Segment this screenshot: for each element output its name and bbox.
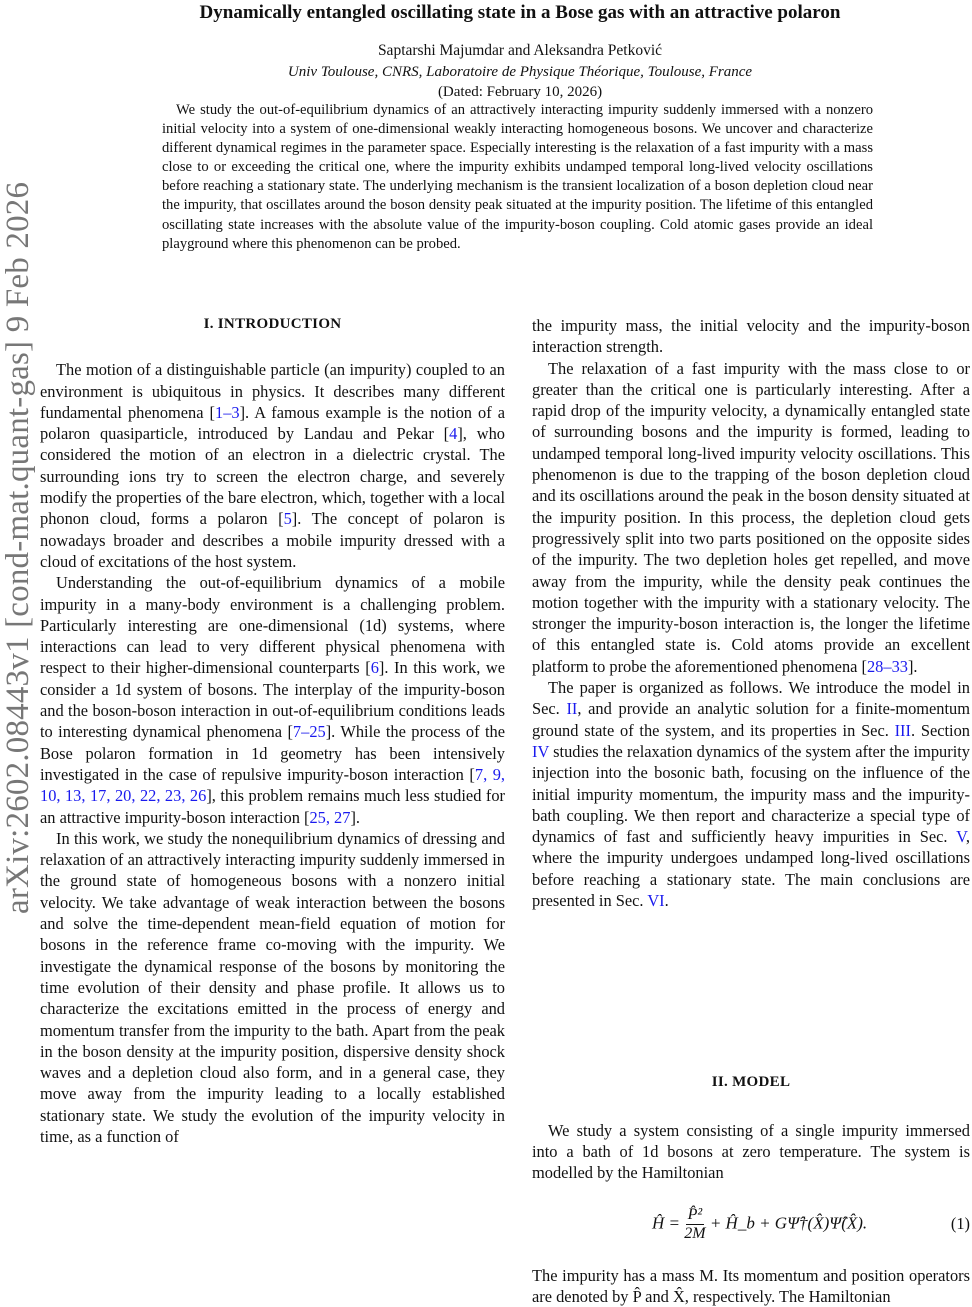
citation-link[interactable]: II [566,699,577,718]
paragraph-text: ]. A famous example is the notion of a polaron quasiparticle, introduced by Landau and Pekar [ [40,403,505,443]
equation-fraction [684,1206,705,1243]
date-line: (Dated: February 10, 2026) [0,84,972,101]
citation-link[interactable]: 5 [284,509,292,528]
citation-link[interactable]: VI [647,891,664,910]
introduction-body [40,359,505,1147]
equation-rhs: + Ĥ_b + GΨ̂†(X̂)Ψ̂(X̂). [710,1213,867,1232]
model-body-continued [532,1265,970,1307]
paragraph [40,359,505,572]
paragraph-text: studies the relaxation dynamics of the system after the impurity injection into the bosonic bath, focusing on the influence of the initial impurity momentum, the impurity mass and the impurity-bath coupling. We then report and characterize a special type of dynamics of fast and sufficiently heavy impurities in Sec. [532,742,970,846]
arxiv-stamp: arXiv:2602.08443v1 [cond-mat.quant-gas] 9 Feb 2026 [0,194,40,914]
paragraph-text: ]. While the process of the Bose polaron formation in 1d geometry has been intensively investigated in the case of repulsive impurity-boson interaction [ [40,722,505,784]
citation-link[interactable]: IV [532,742,549,761]
paragraph-text: ]. [350,808,360,827]
citation-link[interactable]: 7–25 [293,722,326,741]
paragraph-text: ]. [908,657,918,676]
paragraph-text: The impurity has a mass M. Its momentum and position operators are denoted by P̂ and X̂, respectively. The Hamiltonian [532,1266,970,1306]
authors: Saptarshi Majumdar and Aleksandra Petković [0,42,972,60]
affiliation: Univ Toulouse, CNRS, Laboratoire de Physique Théorique, Toulouse, France [0,64,972,81]
paragraph [532,677,970,911]
citation-link[interactable]: V [956,827,966,846]
citation-link[interactable]: 7, 9, 10, 13, 17, 20, 22, 23, 26 [40,765,505,805]
paragraph-text: , and provide an analytic solution for a finite-momentum ground state of the system, and its properties in Sec. [532,699,970,739]
citation-link[interactable]: 25, 27 [309,808,350,827]
section-heading-model: II. MODEL [532,1072,970,1093]
introduction-continued [532,315,970,911]
fraction-denominator: 2M [684,1225,705,1243]
paragraph-text: ]. The concept of polaron is nowadays broader and describes a mobile impurity dressed with a cloud of excitations of the host system. [40,509,505,571]
paragraph [532,358,970,677]
paper-title: Dynamically entangled oscillating state in a Bose gas with an attractive polaron [0,2,972,24]
paragraph-text: . [665,891,669,910]
equation-1 [532,1206,970,1243]
paragraph [40,828,505,1147]
paragraph-text: the impurity mass, the initial velocity and the impurity-boson interaction strength. [532,316,970,356]
paragraph-text: ]. In this work, we consider a 1d system of bosons. The interplay of the impurity-boson and the boson-boson interaction in out-of-equilibrium conditions leads to interesting dynamical phenomena [ [40,658,505,741]
citation-link[interactable]: 4 [449,424,457,443]
equation-number: (1) [951,1213,970,1234]
citation-link[interactable]: 6 [371,658,379,677]
left-column [40,314,505,1147]
paragraph-text: In this work, we study the nonequilibrium dynamics of dressing and relaxation of an attractively interacting impurity suddenly immersed in the ground state of homogeneous bosons with a nonzero initial velocity. We take advantage of weak interaction between the bosons and solve the time-dependent mean-field equation of motion for bosons in the reference frame co-moving with the impurity. We investigate the dynamical response of the bosons by monitoring the time evolution of their density and phase profile. It allows us to characterize the excitations emitted in the process of energy and momentum transfer from the impurity to the bath. Apart from the peak in the boson density at the impurity position, dispersive density shock waves and a depletion cloud also form, and in a general case, they move away from the impurity leading to a locally established stationary state. We study the evolution of the impurity velocity in time, as a function of [40,829,505,1146]
citation-link[interactable]: 1–3 [215,403,240,422]
paragraph [40,572,505,828]
paragraph-text: ], this problem remains much less studied for an attractive impurity-boson interaction [ [40,786,505,826]
paragraph [532,1120,970,1184]
citation-link[interactable]: 28–33 [867,657,908,676]
section-heading-introduction: I. INTRODUCTION [40,314,505,335]
paragraph-text: The paper is organized as follows. We introduce the model in Sec. [532,678,970,718]
model-body [532,1120,970,1184]
paragraph-text: ], who considered the motion of an electron in a dielectric crystal. The surrounding ions try to screen the electron charge, and severely modify the properties of the bare electron, which, together with a local phonon cloud, forms a polaron [ [40,424,505,528]
paragraph-text: , where the impurity undergoes undamped long-lived oscillations before reaching a stationary state. The main conclusions are presented in Sec. [532,827,970,910]
hamiltonian-equation [652,1206,867,1243]
paragraph-text: The motion of a distinguishable particle (an impurity) coupled to an environment is ubiquitous in physics. It describes many different fundamental phenomena [ [40,360,505,422]
fraction-numerator: P̂² [686,1206,705,1225]
paragraph-text: . Section [911,721,970,740]
right-column [532,315,970,1307]
abstract: We study the out-of-equilibrium dynamics of an attractively interacting impurity suddenly immersed with a nonzero initial velocity into a system of one-dimensional weakly interacting homogeneous bosons. We uncover and characterize different dynamical regimes in the parameter space. Especially interesting is the relaxation of a fast impurity with a mass close to or exceeding the critical one, where the impurity exhibits undamped temporal long-lived velocity oscillations before reaching a stationary state. The underlying mechanism is the transient localization of a boson depletion cloud near the impurity, that oscillates around the boson density peak situated at the impurity position. The lifetime of this entangled oscillating state increases with the absolute value of the impurity-boson coupling. Cold atomic gases provide an ideal playground where this phenomenon can be probed. [162,101,873,254]
paragraph-text: The relaxation of a fast impurity with the mass close to or greater than the critical one is particularly interesting. After a rapid drop of the impurity velocity, a dynamically entangled state of surrounding bosons and the impurity is formed, leading to undamped temporal long-lived impurity velocity oscillations. This phenomenon is due to the trapping of the boson depletion cloud and its oscillations around the peak in the boson density situated at the impurity position. In this process, the depletion cloud gets progressively split into two parts positioned on the opposite sides of the impurity. The two depletion holes get repelled, and move away from the impurity, while the density peak continues the motion together with the impurity with a stationary velocity. The stronger the impurity-boson interaction is, the longer the lifetime of this entangled state is. Cold atoms provide an excellent platform to probe the aforementioned phenomena [ [532,359,970,676]
paragraph-text: Understanding the out-of-equilibrium dynamics of a mobile impurity in a many-body environment is a challenging problem. Particularly interesting are one-dimensional (1d) systems, where interactions can lead to very different physical phenomena with respect to their higher-dimensional counterparts [ [40,573,505,677]
paragraph-text: We study a system consisting of a single impurity immersed into a bath of 1d bosons at zero temperature. The system is modelled by the Hamiltonian [532,1121,970,1183]
citation-link[interactable]: III [895,721,911,740]
paragraph [532,1265,970,1307]
paragraph [532,315,970,358]
equation-lhs: Ĥ = [652,1213,684,1232]
